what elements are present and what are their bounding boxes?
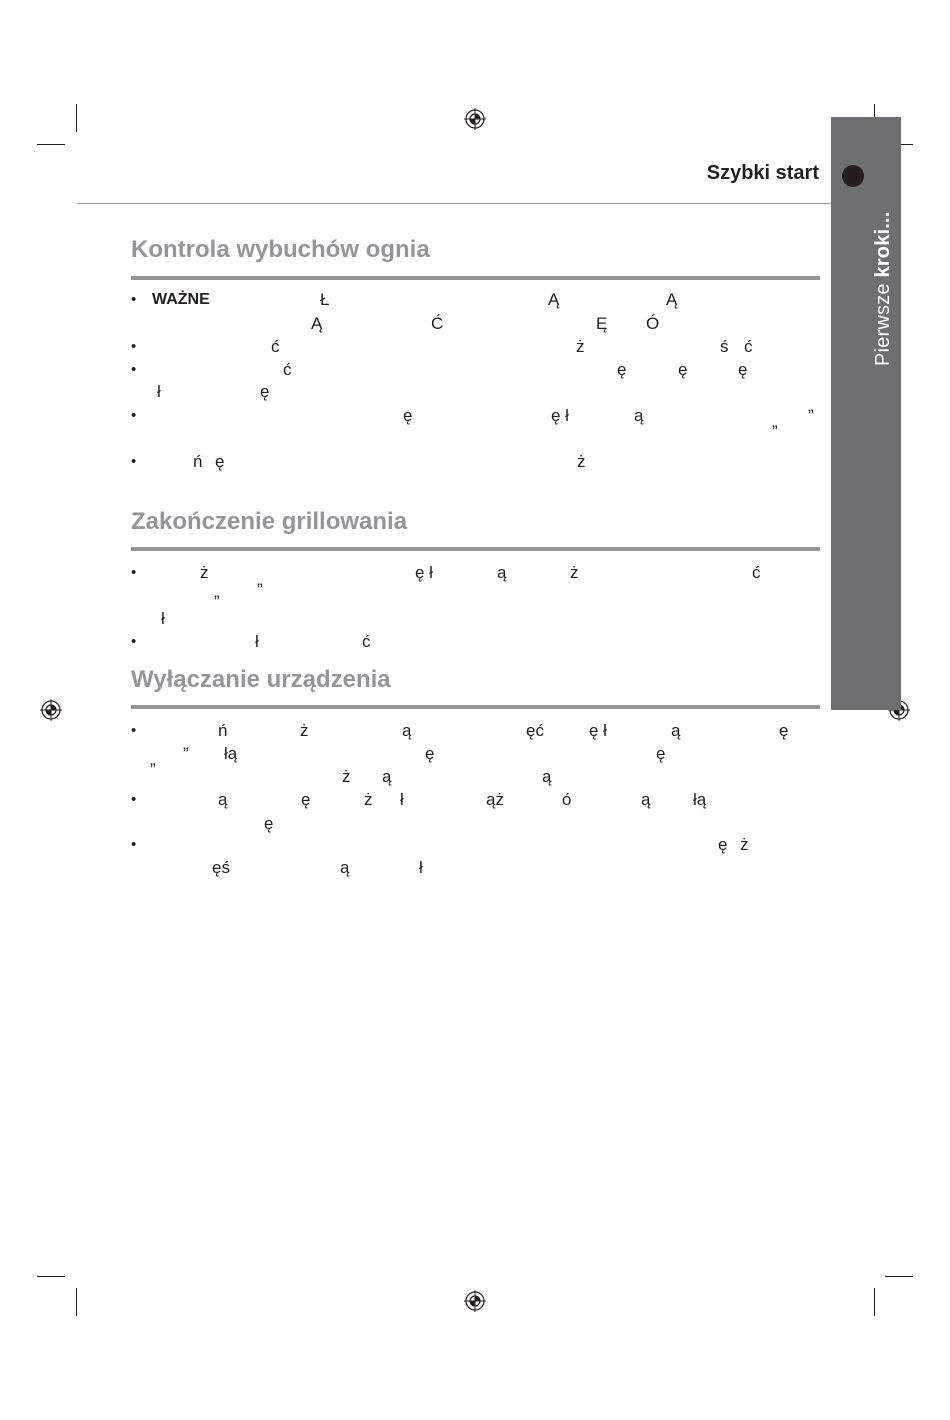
- tab-dot-icon: [842, 165, 864, 187]
- text-fragment: ł: [419, 858, 423, 877]
- text-fragment: Ą: [548, 290, 560, 309]
- paragraph-line: [0, 607, 830, 631]
- bullet-icon: •: [131, 836, 137, 853]
- section-title: Kontrola wybuchów ognia: [131, 236, 430, 263]
- paragraph-line: [0, 742, 830, 769]
- text-fragment: ą: [641, 790, 651, 809]
- paragraph-line: [0, 833, 830, 857]
- paragraph-line: [0, 404, 830, 431]
- text-fragment: ęć: [526, 721, 544, 740]
- text-fragment: ł: [157, 382, 161, 401]
- text-fragment: ń: [193, 452, 203, 471]
- section-title: Zakończenie grillowania: [131, 508, 408, 535]
- side-tab-bold: kroki...: [872, 211, 894, 278]
- paragraph-line: [0, 358, 830, 382]
- paragraph-line: [0, 719, 830, 743]
- text-fragment: ż: [342, 767, 351, 786]
- text-fragment: ę: [260, 382, 270, 401]
- text-fragment: ą: [542, 767, 552, 786]
- text-fragment: ą: [382, 767, 392, 786]
- section-rule: [131, 705, 820, 709]
- side-tab-label: [866, 166, 900, 366]
- important-label: WAŻNE: [152, 291, 210, 308]
- text-fragment: ż: [576, 337, 585, 356]
- text-fragment: ż: [740, 835, 749, 854]
- text-fragment: ć: [271, 337, 280, 356]
- text-fragment: ó: [562, 790, 572, 809]
- paragraph-line: [0, 856, 830, 880]
- section-rule: [131, 276, 820, 280]
- side-tab-prefix: Pierwsze: [872, 277, 894, 366]
- text-fragment: Ą: [311, 314, 323, 333]
- text-fragment: ą: [340, 858, 350, 877]
- text-fragment: ż: [570, 563, 579, 582]
- text-fragment: ż: [300, 721, 309, 740]
- bullet-icon: •: [131, 361, 137, 378]
- text-fragment: ń: [218, 721, 228, 740]
- header-divider: [77, 203, 831, 204]
- text-fragment: ę: [738, 360, 748, 379]
- text-fragment: ”: [257, 580, 263, 599]
- text-fragment: ą: [402, 721, 412, 740]
- crop-mark: [885, 1276, 913, 1277]
- text-fragment: łą: [693, 790, 707, 809]
- text-fragment: ą: [218, 790, 228, 809]
- text-fragment: Ą: [666, 290, 678, 309]
- bullet-icon: •: [131, 722, 137, 739]
- text-fragment: ę ł: [589, 721, 607, 740]
- text-fragment: ę: [425, 744, 435, 763]
- text-fragment: ż: [364, 790, 373, 809]
- text-fragment: ę: [617, 360, 627, 379]
- text-fragment: ę ł: [551, 406, 569, 425]
- text-fragment: ę: [215, 452, 225, 471]
- text-fragment: Ę: [596, 314, 608, 333]
- text-fragment: ż: [200, 563, 209, 582]
- paragraph-line: [0, 630, 830, 654]
- text-fragment: ę: [678, 360, 688, 379]
- text-fragment: ć: [744, 337, 753, 356]
- text-fragment: ę: [779, 721, 789, 740]
- text-fragment: ć: [362, 632, 371, 651]
- text-fragment: ę: [718, 835, 728, 854]
- text-fragment: ż: [577, 452, 586, 471]
- crop-mark: [76, 104, 77, 132]
- bullet-icon: •: [131, 564, 137, 581]
- crop-mark: [37, 144, 65, 145]
- bullet-icon: •: [131, 791, 137, 808]
- text-fragment: Ć: [431, 314, 444, 333]
- text-fragment: ł: [400, 790, 404, 809]
- bullet-icon: •: [131, 291, 137, 308]
- crop-mark: [37, 1276, 65, 1277]
- text-fragment: ć: [283, 360, 292, 379]
- text-fragment: ę: [301, 790, 311, 809]
- text-fragment: ą: [497, 563, 507, 582]
- section-rule: [131, 547, 820, 551]
- text-fragment: ęś: [212, 858, 230, 877]
- text-fragment: ę: [656, 744, 666, 763]
- paragraph-line: [0, 335, 830, 359]
- text-fragment: ”: [214, 592, 220, 611]
- crop-mark: [76, 1288, 77, 1316]
- text-fragment: ”: [183, 744, 189, 763]
- registration-mark-icon: [464, 108, 486, 130]
- text-fragment: ł: [161, 609, 165, 628]
- section-title: Wyłączanie urządzenia: [131, 666, 391, 693]
- paragraph-line: [0, 312, 830, 336]
- text-fragment: łą: [224, 744, 238, 763]
- text-fragment: Ó: [646, 314, 660, 333]
- text-fragment: ą: [634, 406, 644, 425]
- text-fragment: ę ł: [415, 563, 433, 582]
- paragraph-line: [0, 765, 830, 789]
- bullet-icon: •: [131, 407, 137, 424]
- paragraph-line: [0, 788, 830, 812]
- text-fragment: ś: [720, 337, 729, 356]
- crop-mark: [874, 1288, 875, 1316]
- bullet-icon: •: [131, 338, 137, 355]
- text-fragment: ”: [808, 406, 814, 425]
- bullet-icon: •: [131, 453, 137, 470]
- text-fragment: „: [772, 412, 778, 431]
- text-fragment: ę: [264, 814, 274, 833]
- paragraph-line: [0, 288, 830, 312]
- page-header-title: Szybki start: [706, 162, 819, 184]
- paragraph-line: [0, 450, 830, 474]
- paragraph-line: [0, 380, 830, 404]
- bullet-icon: •: [131, 633, 137, 650]
- text-fragment: ąż: [486, 790, 504, 809]
- text-fragment: ę: [403, 406, 413, 425]
- text-fragment: Ł: [320, 290, 330, 309]
- text-fragment: ł: [255, 632, 259, 651]
- text-fragment: ć: [752, 563, 761, 582]
- registration-mark-icon: [464, 1290, 486, 1312]
- registration-mark-icon: [40, 699, 62, 721]
- text-fragment: „: [150, 750, 156, 769]
- text-fragment: ą: [671, 721, 681, 740]
